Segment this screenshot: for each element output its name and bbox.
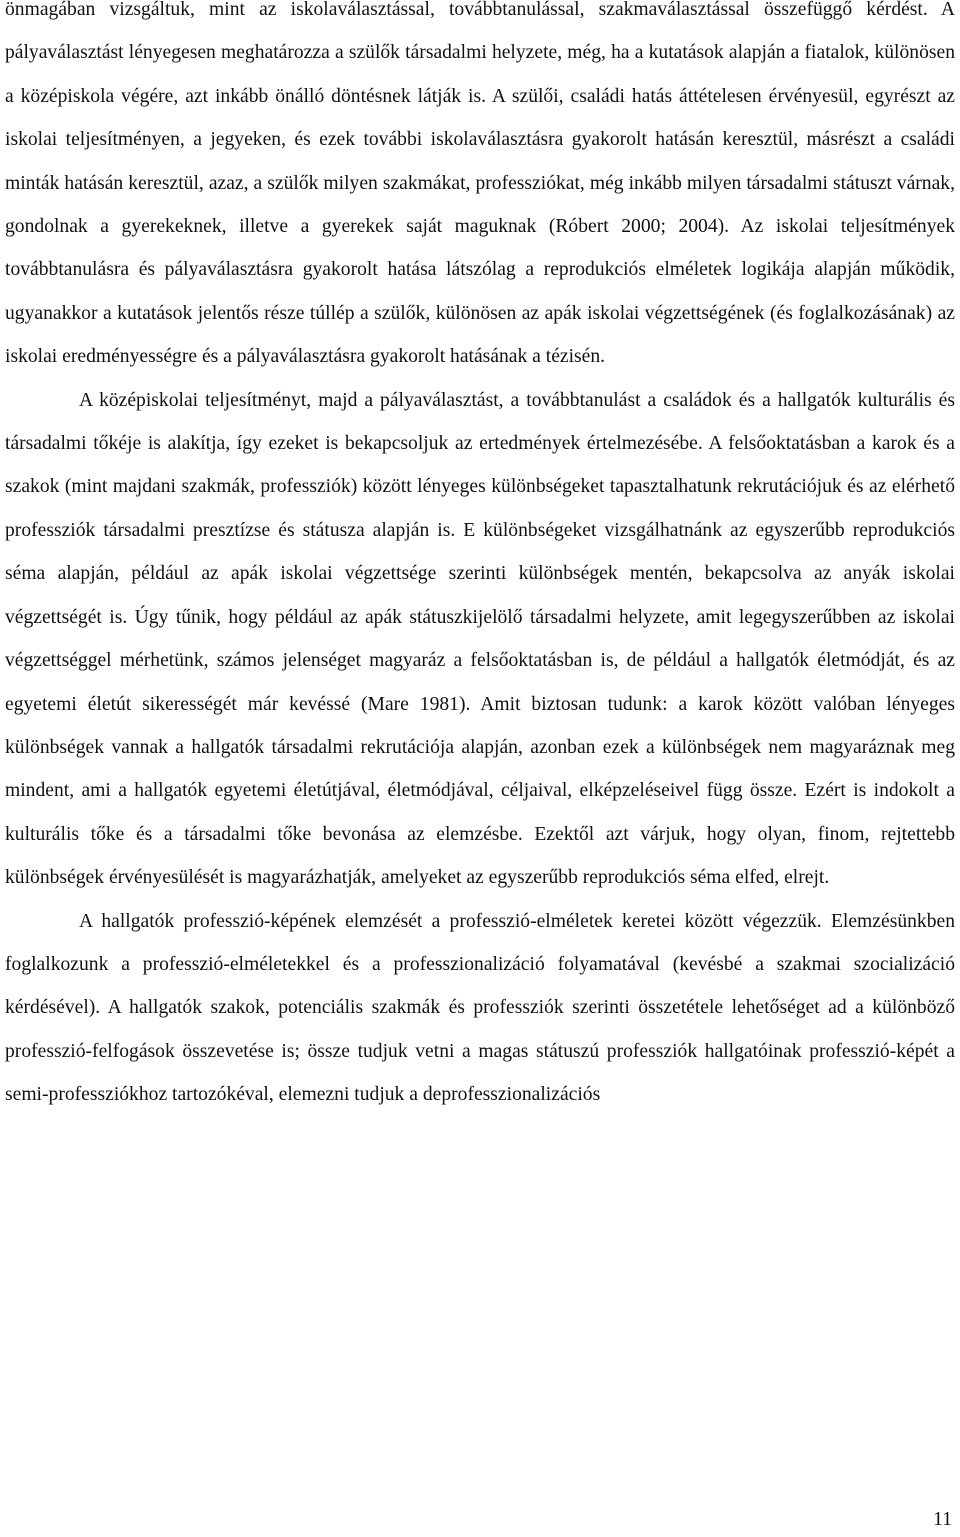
paragraph-2: A középiskolai teljesítményt, majd a pályaválasztást, a továbbtanulást a családok és a hallgatók kulturális és társadalmi tőkéje is alakítja, így ezeket is bekapcsoljuk az ertedmények értelmezésébe. A felsőoktatásban a karok és a szakok (mint majdani szakmák, professziók) között lényeges különbségeket tapasztalhatunk rekrutációjuk és az elérhető professziók társadalmi presztízse és státusza alapján is. E különbségeket vizsgálhatnánk az egyszerűbb reprodukciós séma alapján, például az apák iskolai végzettsége szerinti különbségek mentén, bekapcsolva az anyák iskolai végzettségét is. Úgy tűnik, hogy például az apák státuszkijelölő társadalmi helyzete, amit legegyszerűbben az iskolai végzettséggel mérhetünk, számos jelenséget magyaráz a felsőoktatásban is, de például a hallgatók életmódját, és az egyetemi életút sikerességét már kevéssé (Mare 1981). Amit biztosan tudunk: a karok között valóban lényeges különbségek vannak a hallgatók társadalmi rekrutációja alapján, azonban ezek a különbségek nem magyaráznak meg mindent, ami a hallgatók egyetemi életútjával, életmódjával, céljaival, elképzeléseivel függ össze. Ezért is indokolt a kulturális tőke és a társadalmi tőke bevonása az elemzésbe. Ezektől azt várjuk, hogy olyan, finom, rejtettebb különbségek érvényesülését is magyarázhatják, amelyeket az egyszerűbb reprodukciós séma elfed, elrejt. [5, 389, 955, 889]
paragraph-3: A hallgatók professzió-képének elemzését a professzió-elméletek keretei között végezzük. Elemzésünkben foglalkozunk a professzió-elméletekkel és a professzionalizáció folyamatával (kevésbé a szakmai szocializáció kérdésével). A hallgatók szakok, potenciális szakmák és professziók szerinti összetétele lehetőséget ad a különböző professzió-felfogások összevetése is; össze tudjuk vetni a magas státuszú professziók hallgatóinak professzió-képét a semi-professziókhoz tartozókéval, elemezni tudjuk a deprofesszionalizációs [5, 910, 955, 1106]
page-number: 11 [933, 1509, 952, 1530]
body-text [5, 0, 955, 1117]
paragraph-1: önmagában vizsgáltuk, mint az iskolaválasztással, továbbtanulással, szakmaválasztással összefüggő kérdést. A pályaválasztást lényegesen meghatározza a szülők társadalmi helyzete, még, ha a kutatások alapján a fiatalok, különösen a középiskola végére, azt inkább önálló döntésnek látják is. A szülői, családi hatás áttételesen érvényesül, egyrészt az iskolai teljesítményen, a jegyeken, és ezek további iskolaválasztásra gyakorolt hatásán keresztül, másrészt a családi minták hatásán keresztül, azaz, a szülők milyen szakmákat, professziókat, még inkább milyen társadalmi státuszt várnak, gondolnak a gyerekeknek, illetve a gyerekek saját maguknak (Róbert 2000; 2004). Az iskolai teljesítmények továbbtanulásra és pályaválasztásra gyakorolt hatása látszólag a reprodukciós elméletek logikája alapján működik, ugyanakkor a kutatások jelentős része túllép a szülők, különösen az apák iskolai végzettségének (és foglalkozásának) az iskolai eredményességre és a pályaválasztásra gyakorolt hatásának a tézisén. [5, 0, 955, 368]
